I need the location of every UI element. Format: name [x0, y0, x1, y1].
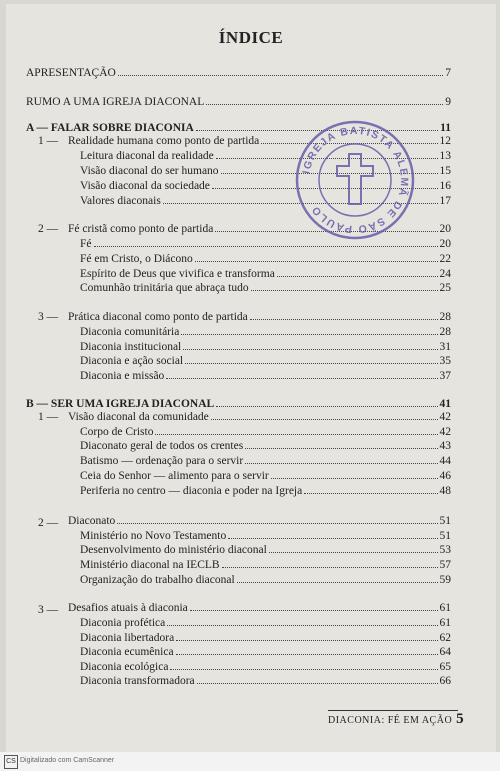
dot-leader	[176, 640, 437, 641]
toc-entry-label: Diaconia ecológica	[80, 661, 169, 673]
toc-entry	[68, 601, 451, 615]
toc-entry-page: 24	[439, 268, 451, 280]
dot-leader	[245, 463, 437, 464]
toc-entry	[80, 369, 451, 383]
toc-entry-label: Batismo — ordenação para o servir	[80, 455, 244, 467]
toc-entry-label: Diaconato geral de todos os crentes	[80, 440, 244, 452]
toc-entry	[80, 558, 451, 572]
dot-leader	[176, 654, 438, 655]
dot-leader	[222, 567, 438, 568]
dot-leader	[170, 669, 437, 670]
toc-entry-page: 42	[439, 411, 451, 423]
toc-entry	[80, 439, 451, 453]
toc-entry-page: 53	[439, 544, 451, 556]
toc-entry	[80, 469, 451, 483]
dot-leader	[190, 610, 438, 611]
toc-entry-label: Organização do trabalho diaconal	[80, 574, 235, 586]
toc-entry-page: 13	[439, 150, 451, 162]
toc-entry-label: Comunhão trinitária que abraça tudo	[80, 282, 249, 294]
dot-leader	[118, 75, 443, 76]
toc-entry-label: Desafios atuais à diaconia	[68, 602, 188, 614]
toc-entry-label: Prática diaconal como ponto de partida	[68, 311, 248, 323]
toc-entry-label: B — SER UMA IGREJA DIACONAL	[26, 398, 215, 410]
toc-entry-label: Diaconia libertadora	[80, 632, 175, 644]
toc-entry	[80, 325, 451, 339]
toc-entry-page: 25	[439, 282, 451, 294]
toc-entry	[80, 645, 451, 659]
dot-leader	[197, 683, 438, 684]
toc-entry-label: Fé	[80, 238, 92, 250]
footer-page-number: 5	[456, 711, 465, 727]
toc-entry-page: 35	[439, 355, 451, 367]
toc-entry-page: 15	[439, 165, 451, 177]
subsection-number: 2 —	[38, 517, 59, 529]
toc-entry-label: Desenvolvimento do ministério diaconal	[80, 544, 267, 556]
stamp-text-path: IGREJA BATISTA ALEMÃ DE SÃO PAULO	[300, 124, 411, 236]
dot-leader	[211, 419, 438, 420]
dot-leader	[206, 104, 443, 105]
toc-entry-label: Diaconia e ação social	[80, 355, 184, 367]
toc-entry	[68, 310, 451, 324]
toc-entry-page: 44	[439, 455, 451, 467]
toc-entry	[80, 529, 451, 543]
toc-entry	[26, 95, 451, 109]
toc-entry	[80, 543, 451, 557]
toc-entry-page: 28	[439, 326, 451, 338]
toc-entry-page: 66	[439, 675, 451, 687]
dot-leader	[269, 552, 438, 553]
dot-leader	[185, 363, 437, 364]
toc-entry-page: 48	[439, 485, 451, 497]
toc-entry	[80, 340, 451, 354]
toc-entry-page: 62	[439, 632, 451, 644]
dot-leader	[216, 406, 437, 407]
toc-section-heading	[26, 397, 451, 411]
toc-entry	[80, 354, 451, 368]
stamp-text	[300, 125, 410, 235]
dot-leader	[167, 625, 437, 626]
toc-entry	[80, 425, 451, 439]
subsection-number: 3 —	[38, 311, 59, 323]
toc-entry-label: Corpo de Cristo	[80, 426, 154, 438]
toc-entry-label: RUMO A UMA IGREJA DIACONAL	[26, 96, 205, 108]
toc-entry-page: 64	[439, 646, 451, 658]
toc-entry	[26, 66, 451, 80]
scanner-watermark-text: Digitalizado com CamScanner	[20, 757, 115, 764]
footer-book-title: DIACONIA: FÉ EM AÇÃO	[328, 715, 453, 726]
toc-entry	[68, 514, 451, 528]
toc-entry-page: 61	[439, 602, 451, 614]
subsection-number: 3 —	[38, 604, 59, 616]
subsection-number: 1 —	[38, 411, 59, 423]
toc-entry-label: Diaconia institucional	[80, 341, 182, 353]
toc-entry-label: Periferia no centro — diaconia e poder na Igreja	[80, 485, 303, 497]
subsection-number: 1 —	[38, 135, 59, 147]
toc-entry-page: 11	[440, 122, 451, 134]
dot-leader	[181, 334, 437, 335]
toc-entry-page: 37	[439, 370, 451, 382]
toc-entry	[80, 267, 451, 281]
toc-entry-page: 20	[439, 223, 451, 235]
dot-leader	[250, 319, 438, 320]
dot-leader	[94, 246, 438, 247]
toc-entry-page: 16	[439, 180, 451, 192]
toc-entry-page: 31	[439, 341, 451, 353]
toc-entry-label: Fé em Cristo, o Diácono	[80, 253, 193, 265]
toc-entry-page: 59	[439, 574, 451, 586]
toc-entry	[80, 660, 451, 674]
dot-leader	[304, 493, 437, 494]
subsection-number: 2 —	[38, 223, 59, 235]
dot-leader	[251, 290, 438, 291]
toc-entry-page: 22	[439, 253, 451, 265]
toc-entry-page: 51	[439, 515, 451, 527]
toc-entry-page: 57	[439, 559, 451, 571]
toc-entry-label: A — FALAR SOBRE DIACONIA	[26, 122, 194, 134]
toc-entry-label: Ministério diaconal na IECLB	[80, 559, 220, 571]
toc-entry-label: Realidade humana como ponto de partida	[68, 135, 260, 147]
dot-leader	[195, 261, 438, 262]
toc-entry-label: Ministério no Novo Testamento	[80, 530, 227, 542]
toc-entry-page: 20	[439, 238, 451, 250]
toc-entry	[80, 454, 451, 468]
toc-entry-label: Diaconia transformadora	[80, 675, 195, 687]
toc-entry-label: Visão diaconal do ser humano	[80, 165, 219, 177]
toc-entry-label: Ceia do Senhor — alimento para o servir	[80, 470, 269, 482]
toc-entry-label: APRESENTAÇÃO	[26, 67, 116, 79]
toc-entry-label: Leitura diaconal da realidade	[80, 150, 214, 162]
dot-leader	[245, 448, 437, 449]
scanner-watermark-bar	[0, 752, 500, 771]
church-stamp	[291, 116, 419, 244]
toc-entry-page: 28	[439, 311, 451, 323]
toc-entry-page: 43	[439, 440, 451, 452]
camscanner-logo-icon: CS	[4, 755, 18, 769]
toc-entry-label: Diaconia ecumênica	[80, 646, 174, 658]
toc-entry	[80, 484, 451, 498]
dot-leader	[228, 538, 437, 539]
toc-entry-label: Diaconia e missão	[80, 370, 165, 382]
toc-entry-page: 12	[439, 135, 451, 147]
dot-leader	[166, 378, 437, 379]
toc-entry-label: Fé cristã como ponto de partida	[68, 223, 214, 235]
dot-leader	[237, 582, 438, 583]
dot-leader	[271, 478, 438, 479]
page-title: ÍNDICE	[218, 28, 284, 47]
toc-entry-page: 9	[445, 96, 451, 108]
toc-entry-label: Diaconia profética	[80, 617, 166, 629]
toc-entry-label: Visão diaconal da sociedade	[80, 180, 210, 192]
toc-entry-label: Valores diaconais	[80, 195, 161, 207]
cross-icon	[337, 154, 373, 204]
dot-leader	[183, 349, 437, 350]
toc-entry	[80, 281, 451, 295]
toc-entry-page: 51	[439, 530, 451, 542]
toc-entry-label: Visão diaconal da comunidade	[68, 411, 209, 423]
toc-entry-page: 61	[439, 617, 451, 629]
toc-entry-page: 65	[439, 661, 451, 673]
dot-leader	[155, 434, 437, 435]
toc-entry-page: 42	[439, 426, 451, 438]
toc-entry-page: 46	[439, 470, 451, 482]
dot-leader	[117, 523, 437, 524]
toc-entry	[80, 573, 451, 587]
dot-leader	[277, 276, 438, 277]
toc-entry-page: 41	[439, 398, 451, 410]
toc-entry	[80, 674, 451, 688]
toc-entry-label: Espírito de Deus que vivifica e transforma	[80, 268, 275, 280]
toc-entry	[80, 252, 451, 266]
toc-entry-label: Diaconato	[68, 515, 116, 527]
toc-entry	[68, 410, 451, 424]
toc-entry-page: 17	[439, 195, 451, 207]
toc-entry	[80, 631, 451, 645]
toc-entry-label: Diaconia comunitária	[80, 326, 180, 338]
toc-entry-page: 7	[445, 67, 451, 79]
toc-entry	[80, 616, 451, 630]
book-page	[6, 4, 496, 752]
page-footer	[328, 711, 464, 728]
